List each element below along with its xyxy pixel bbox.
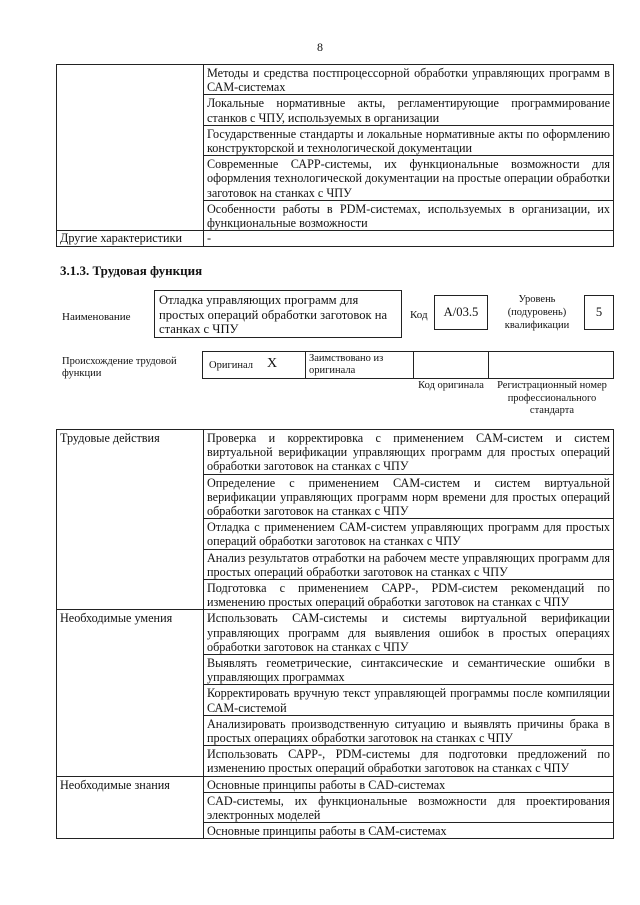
original-label: Оригинал: [209, 360, 253, 371]
knowledge-continuation-table: [56, 64, 614, 247]
knowledge-item: Современные САРР-системы, их функциональные возможности для оформления технологической документации на простые операции обработки заготовок на станках с ЧПУ: [204, 156, 614, 201]
group-label-skills: Необходимые умения: [57, 610, 204, 776]
origin-label: Происхождение трудовой функции: [62, 356, 177, 379]
code-original-label: Код оригинала: [418, 380, 484, 391]
level-label: Уровень (подуровень) квалификации: [504, 294, 570, 331]
knowledge-item: Основные принципы работы в CAD-системах: [204, 776, 614, 792]
labor-action-item: Проверка и корректировка с применением САМ-систем и систем виртуальной верификации управляющих программ для простых операций обработки заготовок на станках с ЧПУ: [204, 430, 614, 475]
reg-number-cell: [489, 352, 613, 378]
empty-label-cell: [57, 65, 204, 231]
code-box: A/03.5: [434, 295, 488, 330]
labor-action-item: Отладка с применением САМ-систем управляющих программ для простых операций обработки заготовок на станках с ЧПУ: [204, 519, 614, 549]
skill-item: Корректировать вручную текст управляющей программы после компиляции САМ-системой: [204, 685, 614, 715]
knowledge-item: Особенности работы в PDM-системах, используемых в организации, их функциональные возможности: [204, 200, 614, 230]
function-name-box: Отладка управляющих программ для простых операций обработки заготовок на станках с ЧПУ: [154, 290, 402, 338]
section-title: 3.1.3. Трудовая функция: [60, 263, 203, 278]
origin-row: [202, 351, 614, 379]
knowledge-item: Локальные нормативные акты, регламентирующие программирование станков с ЧПУ, используемых в организации: [204, 95, 614, 125]
knowledge-item: Методы и средства постпроцессорной обработки управляющих программ в САМ-системах: [204, 65, 614, 95]
labor-action-item: Определение с применением САМ-систем и систем виртуальной верификации управляющих программ норм времени для простых операций обработки заготовок на станках с ЧПУ: [204, 474, 614, 519]
original-mark: X: [267, 356, 278, 371]
group-label-knowledge: Необходимые знания: [57, 776, 204, 839]
group-label-actions: Трудовые действия: [57, 430, 204, 610]
other-characteristics-value: -: [204, 231, 614, 247]
knowledge-item: CAD-системы, их функциональные возможности для проектирования электронных моделей: [204, 792, 614, 822]
other-characteristics-label: Другие характеристики: [57, 231, 204, 247]
labor-action-item: Анализ результатов отработки на рабочем месте управляющих программ для простых операций обработки заготовок на станках с ЧПУ: [204, 549, 614, 579]
knowledge-item: Государственные стандарты и локальные нормативные акты по оформлению конструкторской и технологической документации: [204, 125, 614, 155]
skill-item: Использовать САМ-системы и системы виртуальной верификации управляющих программ для выявления ошибок в простых операциях обработки заготовок на станках с ЧПУ: [204, 610, 614, 655]
original-cell: [203, 352, 306, 378]
labor-function-table: [56, 429, 614, 839]
reg-number-label: Регистрационный номер профессионального стандарта: [497, 380, 607, 416]
borrowed-cell: Заимствовано из оригинала: [306, 352, 414, 378]
code-original-cell: [414, 352, 489, 378]
name-label: Наименование: [62, 311, 131, 323]
knowledge-item: Основные принципы работы в САМ-системах: [204, 823, 614, 839]
page-number: 8: [317, 40, 323, 54]
labor-action-item: Подготовка с применением САРР-, PDM-систем рекомендаций по изменению простых операций обработки заготовок на станках с ЧПУ: [204, 580, 614, 610]
code-label: Код: [410, 309, 428, 321]
skill-item: Анализировать производственную ситуацию и выявлять причины брака в простых операциях обработки заготовок на станках с ЧПУ: [204, 715, 614, 745]
skill-item: Использовать САРР-, PDM-системы для подготовки предложений по изменению простых операций обработки заготовок на станках с ЧПУ: [204, 746, 614, 776]
skill-item: Выявлять геометрические, синтаксические и семантические ошибки в управляющих программах: [204, 655, 614, 685]
level-box: 5: [584, 295, 614, 330]
